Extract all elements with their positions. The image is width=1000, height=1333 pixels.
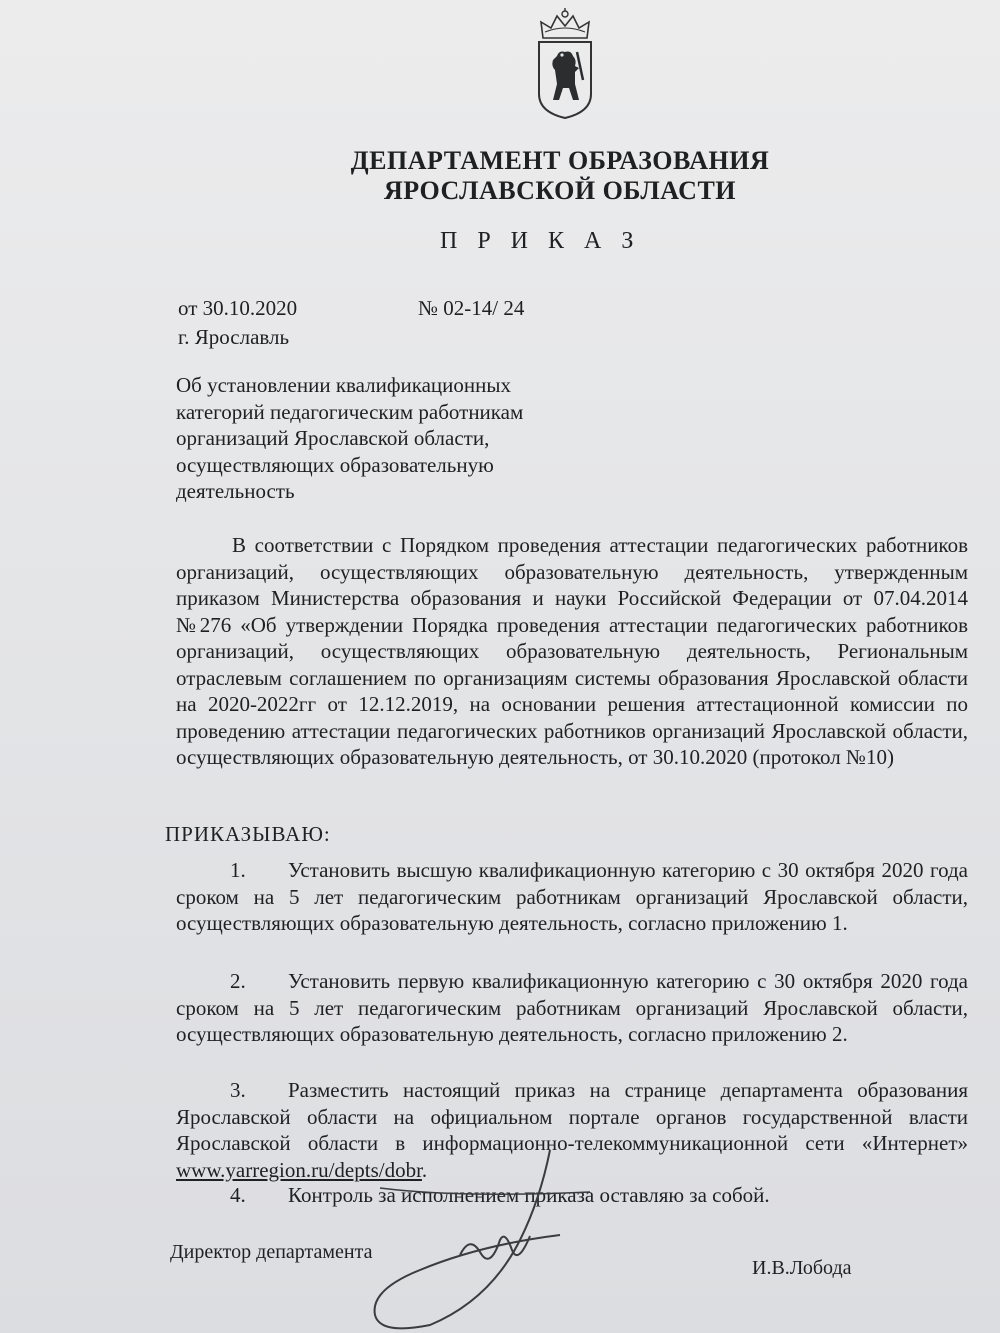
document-title: П Р И К А З — [440, 228, 641, 254]
order-item-1 — [176, 857, 968, 937]
signatory-name: И.В.Лобода — [752, 1257, 852, 1279]
item-text: Контроль за исполнением приказа оставляю за собой. — [288, 1183, 770, 1207]
item-number: 3. — [230, 1078, 246, 1102]
item-number: 2. — [230, 969, 246, 993]
order-item-2 — [176, 968, 968, 1048]
department-name-line1: ДЕПАРТАМЕНТ ОБРАЗОВАНИЯ — [350, 146, 770, 175]
order-subject: Об установлении квалификационных категорий педагогическим работникам организаций Ярославской области, осуществляющих образовательную деятельность — [176, 373, 524, 503]
portal-link[interactable]: www.yarregion.ru/depts/dobr — [176, 1157, 422, 1182]
preamble-paragraph: В соответствии с Порядком проведения аттестации педагогических работников организаций, осуществляющих образовательную деятельность, утвержденным приказом Министерства образования и науки Российской Федерации от 07.04.2014 №276 «Об утверждении Порядка проведения аттестации педагогических работников организаций, осуществляющих образовательную деятельность, Региональным отраслевым соглашением по организациям системы образования Ярославской области на 2020-2022гг от 12.12.2019, на основании решения аттестационной комиссии по проведению аттестации педагогических работников организаций Ярославской области, осуществляющих образовательную деятельность, от 30.10.2020 (протокол №10) — [176, 533, 968, 769]
item-number: 4. — [230, 1183, 246, 1207]
handwritten-signature-icon — [340, 1140, 640, 1333]
department-name-line2: ЯРОСЛАВСКОЙ ОБЛАСТИ — [383, 176, 737, 205]
signatory-position: Директор департамента — [170, 1241, 373, 1263]
item-text: Установить высшую квалификационную категорию с 30 октября 2020 года сроком на 5 лет педагогическим работникам организаций Ярославской области, осуществляющих образовательную деятельность, согласно приложению 1. — [176, 858, 968, 935]
order-number: № 02-14/ 24 — [418, 296, 525, 320]
item-text: Разместить настоящий приказ на странице департамента образования Ярославской области на официальном портале органов государственной власти Ярославской области в информационно-телекоммуникационной сети «Интернет» — [176, 1078, 968, 1155]
item-number: 1. — [230, 858, 246, 882]
order-word: ПРИКАЗЫВАЮ: — [165, 822, 331, 846]
item-text: Установить первую квалификационную категорию с 30 октября 2020 года сроком на 5 лет педагогическим работникам организаций Ярославской области, осуществляющих образовательную деятельность, согласно приложению 2. — [176, 969, 968, 1046]
item-tail: . — [421, 1157, 428, 1182]
order-city: г. Ярославль — [178, 325, 290, 349]
order-date: от 30.10.2020 — [178, 296, 298, 320]
coat-of-arms-icon — [527, 8, 603, 120]
